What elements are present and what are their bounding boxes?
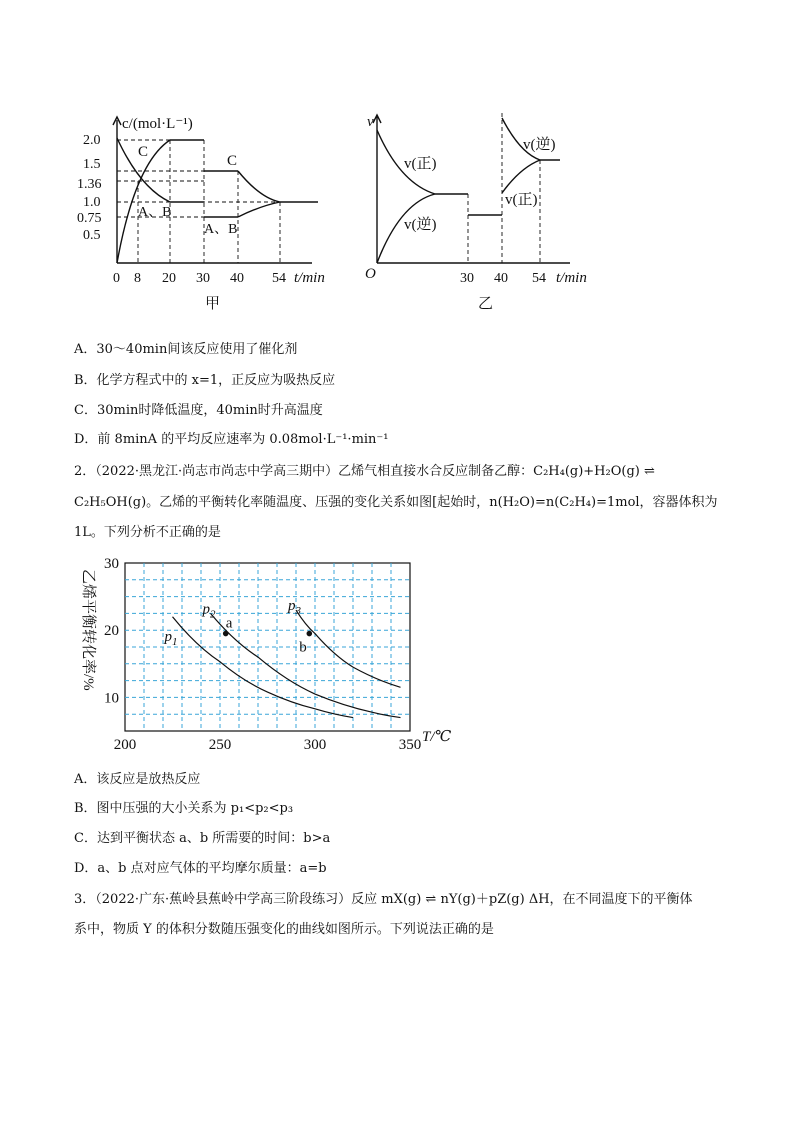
x-tick-label: 200 [113, 737, 137, 753]
jia-ytick: 1.0 [83, 195, 101, 210]
yi-label-vz2: v(正) [505, 192, 538, 208]
q2-option-c: C．达到平衡状态 a、b 所需要的时间：b>a [74, 831, 331, 846]
yi-xlabel: t/min [556, 270, 587, 286]
yi-ylabel: v [367, 114, 374, 130]
q2-option-a: A．该反应是放热反应 [74, 772, 201, 787]
q2-stem-line2: C₂H₅OH(g)。乙烯的平衡转化率随温度、压强的变化关系如图[起始时，n(H₂O)=n(C₂H₄)=1mol，容器体积为 [74, 495, 718, 510]
jia-xtick: 20 [162, 271, 176, 286]
jia-ytick: 1.36 [77, 177, 102, 192]
jia-label-ab1: A、B [138, 205, 172, 220]
jia-label-ab2: A、B [204, 222, 238, 237]
yi-caption: 乙 [478, 296, 494, 312]
series-label-p1: $p_1$ [164, 628, 178, 648]
point-label-a: a [225, 615, 233, 632]
yi-origin: O [365, 266, 376, 282]
jia-ytick: 0.75 [77, 211, 102, 226]
figure-jia [77, 108, 340, 318]
q1-option-c: C．30min时降低温度，40min时升高温度 [74, 403, 323, 418]
jia-xtick: 40 [230, 271, 244, 286]
jia-xtick: 54 [272, 271, 286, 286]
jia-xtick: 8 [134, 271, 141, 286]
x-axis-label: T/℃ [422, 729, 452, 745]
jia-ytick: 0.5 [83, 228, 101, 243]
figure-yi [360, 108, 610, 318]
series-label-p2: $p_2$ [202, 601, 216, 621]
y-tick-label: 20 [104, 623, 119, 640]
point-b [307, 631, 313, 637]
point-label-b: b [299, 639, 307, 656]
y-tick-label: 10 [104, 690, 119, 707]
jia-caption: 甲 [205, 296, 221, 312]
q2-stem-line3: 1L。下列分析不正确的是 [74, 525, 221, 540]
jia-label-c2: C [227, 153, 238, 169]
q2-option-d: D．a、b 点对应气体的平均摩尔质量：a=b [74, 861, 327, 876]
series-label-p3: $p_3$ [288, 598, 301, 618]
q1-option-d: D．前 8minA 的平均反应速率为 0.08mol·L⁻¹·min⁻¹ [74, 432, 389, 447]
yi-xtick: 40 [494, 271, 508, 286]
conversion-chart [70, 553, 470, 753]
yi-label-vz1: v(正) [404, 156, 437, 172]
jia-ylabel: c/(mol·L⁻¹) [122, 116, 193, 132]
jia-xlabel: t/min [294, 270, 325, 286]
jia-label-c1: C [138, 144, 149, 160]
series-line-p1 [173, 617, 354, 718]
yi-xtick: 30 [460, 271, 474, 286]
jia-curve-c2 [238, 171, 318, 202]
y-tick-label: 30 [104, 556, 119, 572]
yi-label-vn1: v(逆) [404, 217, 437, 233]
jia-ytick: 1.5 [83, 157, 101, 172]
series-line-p3 [296, 610, 401, 687]
q1-option-b: B．化学方程式中的 x=1，正反应为吸热反应 [74, 373, 336, 388]
q2-option-b: B．图中压强的大小关系为 p₁<p₂<p₃ [74, 801, 294, 816]
jia-xtick: 0 [113, 271, 120, 286]
x-tick-label: 300 [303, 737, 327, 753]
point-a [223, 631, 229, 637]
q2-stem-line1: 2．（2022·黑龙江·尚志市尚志中学高三期中）乙烯气相直接水合反应制备乙醇：C₂H₄(g)+H₂O(g) ⇌ [74, 464, 655, 479]
x-tick-label: 350 [398, 737, 422, 753]
yi-label-vn2: v(逆) [523, 137, 556, 153]
yi-xtick: 54 [532, 271, 546, 286]
q3-stem-line2: 系中，物质 Y 的体积分数随压强变化的曲线如图所示。下列说法正确的是 [74, 922, 494, 937]
q3-stem-line1: 3．（2022·广东·蕉岭县蕉岭中学高三阶段练习）反应 mX(g) ⇌ nY(g)＋pZ(g) ΔH，在不同温度下的平衡体 [74, 892, 693, 907]
y-axis-label: 乙烯平衡转化率/% [80, 569, 96, 691]
q1-option-a: A．30～40min间该反应使用了催化剂 [74, 342, 298, 357]
x-tick-label: 250 [208, 737, 232, 753]
jia-ytick: 2.0 [83, 133, 101, 148]
jia-xtick: 30 [196, 271, 210, 286]
